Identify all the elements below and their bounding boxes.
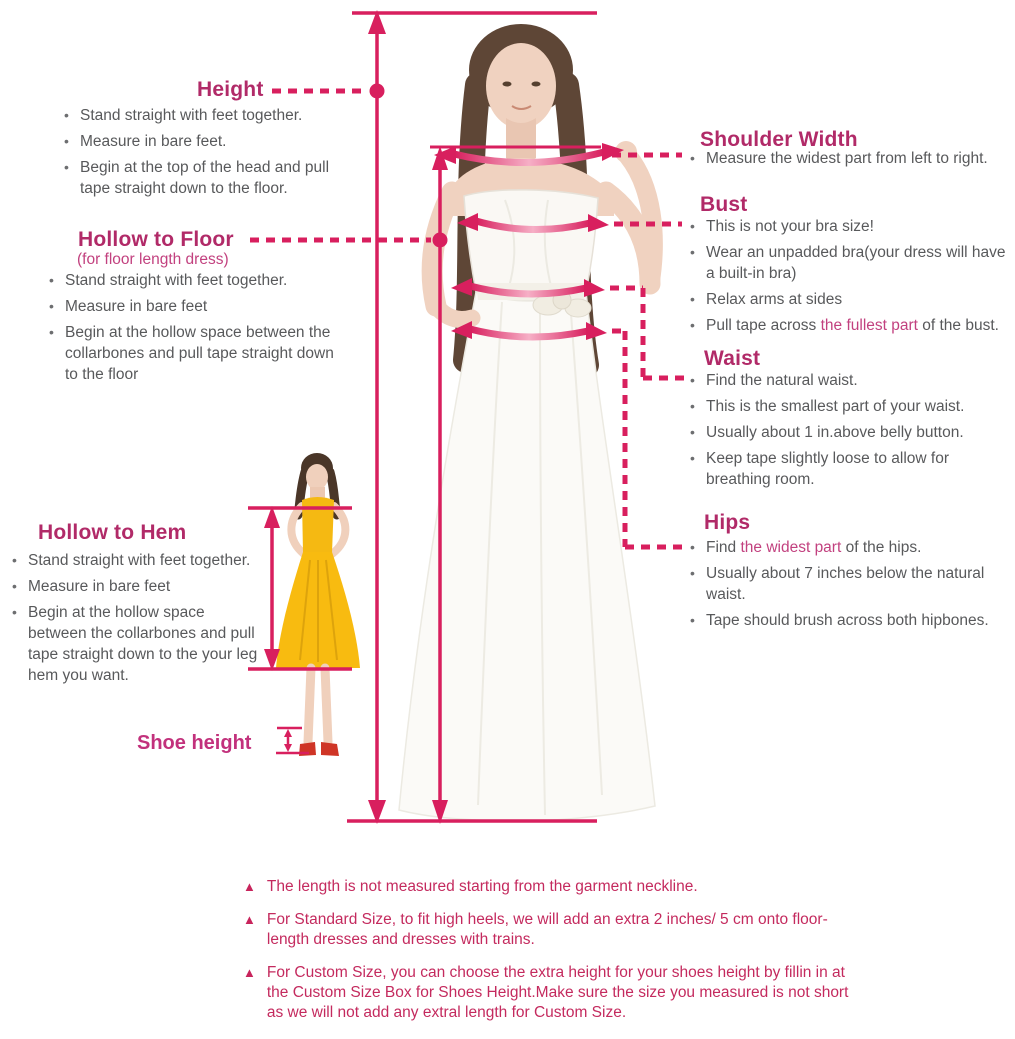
hollow-anchor-dot [433,233,448,248]
hollow-to-hem-title: Hollow to Hem [38,521,187,544]
list-item: • Usually about 1 in.above belly button. [688,422,1008,443]
note-item [243,963,851,1023]
note-text: The length is not measured starting from the garment neckline. [266,878,698,895]
note-text: For Standard Size, to fit high heels, we will add an extra 2 inches/ 5 cm onto floor-length dresses and dresses with trains. [266,911,828,948]
bust-title: Bust [700,193,748,216]
waist-title: Waist [704,347,761,370]
list-item: • Find the natural waist. [688,370,1008,391]
highlighted-text: the fullest part [820,317,918,334]
bust-bullets [688,216,1014,341]
list-item: • This is the smallest part of your waist. [688,396,1008,417]
list-item: • Begin at the hollow space between the collarbones and pull tape straight down to the your leg hem you want. [10,602,262,686]
shoulder-width-title: Shoulder Width [700,128,858,151]
triangle-bullet-icon: ▲ [243,965,256,980]
height-title: Height [197,78,264,101]
note-item [243,877,851,897]
list-item [688,537,1015,558]
text-run: Pull tape across [706,317,821,334]
hollow-to-floor-subtitle: (for floor length dress) [77,251,229,268]
list-item: • This is not your bra size! [688,216,1014,237]
note-text: For Custom Size, you can choose the extra height for your shoes height by fillin in at the Custom Size Box for Shoes Height.Make sure the size you measured is not short as we will not add any extral length for Custom Size. [266,964,849,1021]
triangle-bullet-icon: ▲ [243,912,256,927]
list-item: • Begin at the top of the head and pull tape straight down to the floor. [62,157,347,199]
hips-bullets [688,537,1015,636]
list-item: • Measure the widest part from left to right. [688,148,1010,169]
list-item: • Stand straight with feet together. [62,105,347,126]
list-item: • Relax arms at sides [688,289,1014,310]
list-item: • Usually about 7 inches below the natural waist. [688,563,1015,605]
list-item: • Measure in bare feet [47,296,339,317]
triangle-bullet-icon: ▲ [243,879,256,894]
note-item [243,910,851,950]
list-item: • Measure in bare feet [10,576,262,597]
model-floor-length-dress [399,24,655,821]
hollow-to-floor-title: Hollow to Floor [78,228,234,251]
hips-title: Hips [704,511,751,534]
waist-connector [610,288,688,378]
hips-connector [612,331,688,547]
notes-list [243,877,851,1023]
text-run: of the hips. [841,539,922,556]
list-item: • Wear an unpadded bra(your dress will have a built-in bra) [688,242,1014,284]
height-bullets [62,105,347,204]
list-item: • Measure in bare feet. [62,131,347,152]
model-knee-length-dress [276,453,360,756]
height-anchor-dot [370,84,385,99]
list-item: • Begin at the hollow space between the collarbones and pull tape straight down to the floor [47,322,339,385]
list-item: • Stand straight with feet together. [47,270,339,291]
text-run: Find [706,539,741,556]
waist-bullets [688,370,1008,495]
hollow-to-floor-bullets [47,270,339,390]
highlighted-text: the widest part [740,539,842,556]
hollow-to-hem-bullets [10,550,262,691]
shoe-height-label: Shoe height [137,732,252,754]
list-item: • Tape should brush across both hipbones. [688,610,1015,631]
list-item [688,315,1014,336]
list-item: • Keep tape slightly loose to allow for breathing room. [688,448,1008,490]
list-item: • Stand straight with feet together. [10,550,262,571]
shoulder-width-bullets [688,148,1010,174]
text-run: of the bust. [917,317,999,334]
